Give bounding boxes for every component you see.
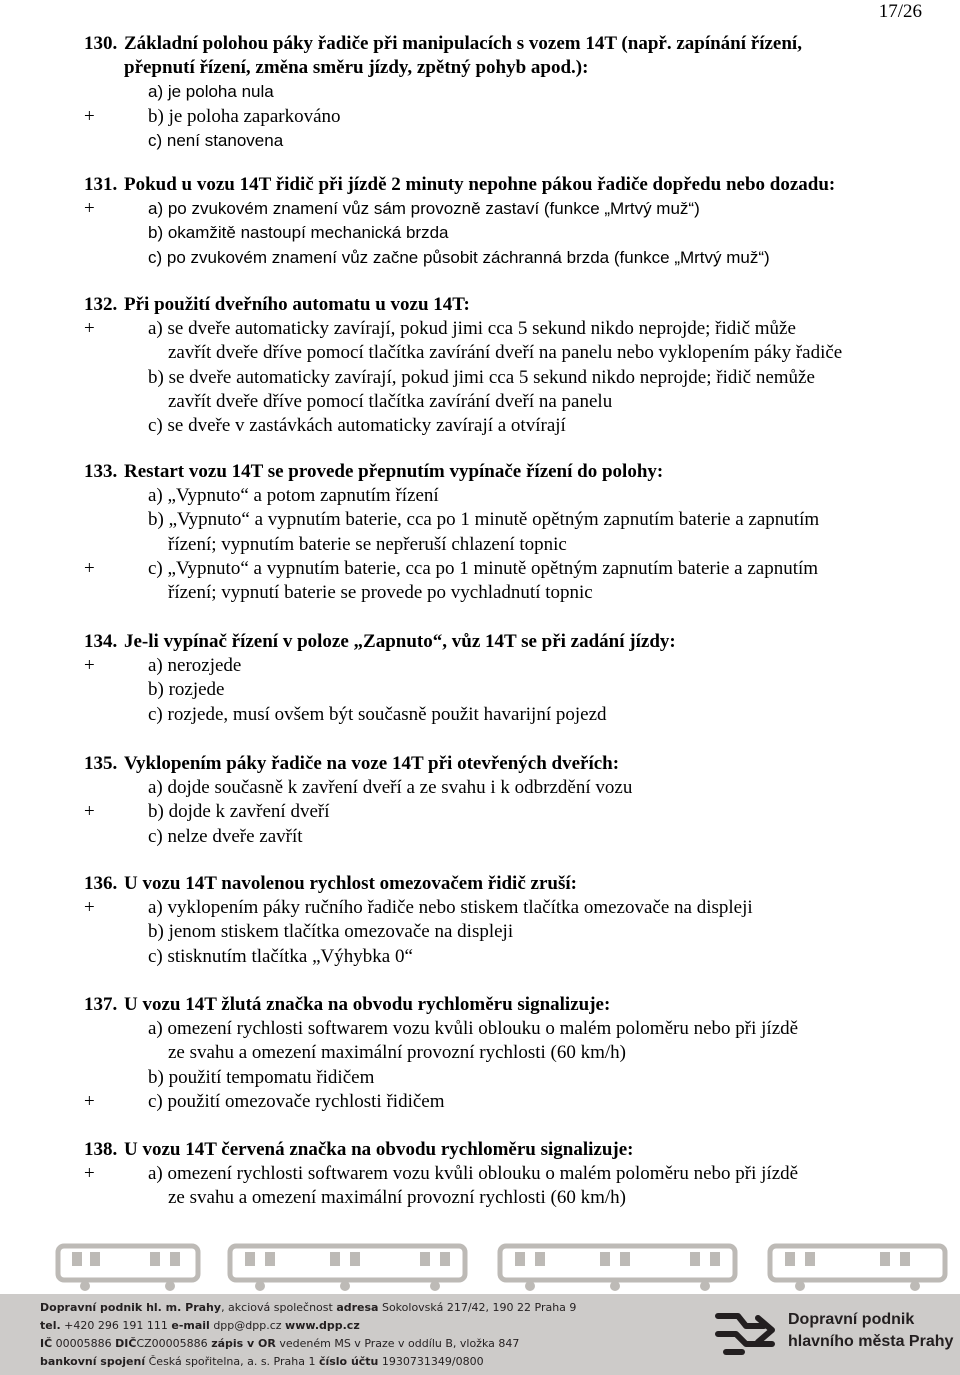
answer-option: c) nelze dveře zavřít [148, 825, 303, 847]
web-link[interactable]: www.dpp.cz [285, 1319, 360, 1332]
page-footer [0, 1232, 960, 1375]
correct-answer-marker: + [84, 1163, 95, 1185]
answer-option: c) není stanovena [148, 130, 284, 150]
question-title: Základní polohou páky řadiče při manipulacích s vozem 14T (např. zapínání řízení, [124, 33, 802, 54]
question-title: Je-li vypínač řízení v poloze „Zapnuto“, vůz 14T se při zadání jízdy: [124, 631, 676, 652]
correct-answer-marker: + [84, 105, 95, 127]
correct-answer-marker: + [84, 1090, 95, 1112]
answer-option: ze svahu a omezení maximální provozní rychlosti (60 km/h) [168, 1042, 626, 1064]
question-title: Restart vozu 14T se provede přepnutím vypínače řízení do polohy: [124, 461, 664, 482]
answer-option: b) okamžitě nastoupí mechanická brzda [148, 223, 449, 243]
company-label: Dopravní podnik hl. m. Prahy [40, 1301, 222, 1314]
correct-answer-marker: + [84, 198, 95, 220]
footer-line-contact [40, 1319, 360, 1332]
question-number: 135. [84, 753, 118, 774]
logo-line-2: hlavního města Prahy [788, 1333, 954, 1350]
question-title: Pokud u vozu 14T řidič při jízdě 2 minuty nepohne pákou řadiče dopředu nebo dozadu: [124, 174, 836, 195]
answer-option: c) použití omezovače rychlosti řidičem [148, 1090, 445, 1112]
answer-option: a) po zvukovém znamení vůz sám provozně zastaví (funkce „Mrtvý muž“) [148, 199, 700, 219]
answer-option: a) omezení rychlosti softwarem vozu kvůli oblouku o malém poloměru nebo při jízdě [148, 1163, 799, 1185]
answer-option: a) nerozjede [148, 655, 242, 677]
account-value: 1930731349/0800 [381, 1355, 484, 1368]
correct-answer-marker: + [84, 557, 95, 579]
answer-option: a) „Vypnuto“ a potom zapnutím řízení [148, 485, 439, 507]
answer-option: řízení; vypnutím baterie se nepřeruší chlazení topnic [168, 533, 567, 555]
answer-option: c) rozjede, musí ovšem být současně použit havarijní pojezd [148, 703, 607, 725]
answer-option: b) „Vypnuto“ a vypnutím baterie, cca po 1 minutě opětným zapnutím baterie a zapnutím [148, 509, 820, 531]
dic-value: CZ00005886 [136, 1337, 208, 1350]
ic-value: 00005886 [55, 1337, 112, 1350]
answer-option: a) je poloha nula [148, 82, 274, 102]
question-title: Vyklopením páky řadiče na voze 14T při otevřených dveřích: [124, 753, 620, 774]
correct-answer-marker: + [84, 897, 95, 919]
address-value: Sokolovská 217/42, 190 22 Praha 9 [381, 1301, 577, 1314]
answer-option: c) „Vypnuto“ a vypnutím baterie, cca po 1 minutě opětným zapnutím baterie a zapnutím [148, 557, 819, 579]
answer-option: c) se dveře v zastávkách automaticky zavírají a otvírají [148, 415, 566, 436]
register-value: vedeném MS v Praze v oddílu B, vložka 847 [279, 1337, 520, 1350]
bank-label: bankovní spojení [40, 1355, 146, 1368]
correct-answer-marker: + [84, 655, 95, 677]
question-title: přepnutí řízení, změna směru jízdy, zpětný pohyb apod.): [124, 57, 589, 79]
correct-answer-marker: + [84, 801, 95, 823]
answer-option: b) dojde k zavření dveří [148, 801, 330, 823]
answer-option: a) dojde současně k zavření dveří a ze svahu i k odbrzdění vozu [148, 777, 633, 799]
question-number: 136. [84, 873, 118, 894]
answer-option: a) se dveře automaticky zavírají, pokud jimi cca 5 sekund nikdo neprojde; řidič může [148, 318, 796, 340]
question-title: U vozu 14T červená značka na obvodu rychloměru signalizuje: [124, 1139, 634, 1160]
answer-option: c) po zvukovém znamení vůz začne působit záchranná brzda (funkce „Mrtvý muž“) [148, 247, 770, 267]
bank-value: Česká spořitelna, a. s. Praha 1 [148, 1355, 316, 1368]
answer-option: b) se dveře automaticky zavírají, pokud jimi cca 5 sekund nikdo neprojde; řidič nemůže [148, 366, 815, 388]
footer-line-bank [40, 1355, 484, 1368]
dic-label: DIČ [115, 1337, 137, 1350]
ic-label: IČ [40, 1337, 53, 1350]
register-label: zápis v OR [211, 1337, 276, 1350]
answer-option: zavřít dveře dříve pomocí tlačítka zavírání dveří na panelu [168, 390, 613, 412]
answer-option: ze svahu a omezení maximální provozní rychlosti (60 km/h) [168, 1187, 626, 1209]
tram-silhouettes [0, 1236, 960, 1294]
answer-option: b) rozjede [148, 679, 225, 701]
logo-line-1: Dopravní podnik [788, 1311, 915, 1328]
footer-band [0, 1294, 960, 1375]
question-number: 137. [84, 994, 118, 1015]
email-label: e-mail [171, 1319, 210, 1332]
answer-option: c) stisknutím tlačítka „Výhybka 0“ [148, 945, 413, 967]
footer-line-company [40, 1301, 576, 1314]
tel-value: +420 296 191 111 [64, 1319, 168, 1332]
answer-option: b) použití tempomatu řidičem [148, 1066, 375, 1088]
question-title: Při použití dveřního automatu u vozu 14T: [124, 294, 470, 315]
answer-option: a) omezení rychlosti softwarem vozu kvůli oblouku o malém poloměru nebo při jízdě [148, 1018, 799, 1040]
answer-option: b) je poloha zaparkováno [148, 105, 341, 127]
page-number: 17/26 [878, 1, 922, 22]
question-number: 134. [84, 631, 118, 652]
question-number: 132. [84, 294, 118, 315]
question-number: 138. [84, 1139, 118, 1160]
dpp-logo-icon [712, 1304, 778, 1364]
question-title: U vozu 14T žlutá značka na obvodu rychloměru signalizuje: [124, 994, 611, 1015]
answer-option: zavřít dveře dříve pomocí tlačítka zavírání dveří na panelu nebo vyklopením páky řadiče [168, 342, 843, 364]
company-rest: , akciová společnost [221, 1301, 333, 1314]
question-number: 130. [84, 33, 118, 54]
tel-label: tel. [40, 1319, 61, 1332]
question-number: 131. [84, 174, 118, 195]
account-label: číslo účtu [318, 1355, 379, 1368]
email-value: dpp@dpp.cz [213, 1319, 282, 1332]
question-title: U vozu 14T navolenou rychlost omezovačem řidič zruší: [124, 873, 577, 894]
answer-option: a) vyklopením páky ručního řadiče nebo stiskem tlačítka omezovače na displeji [148, 897, 753, 919]
footer-line-register [40, 1337, 519, 1350]
address-label: adresa [336, 1301, 379, 1314]
question-number: 133. [84, 461, 118, 482]
correct-answer-marker: + [84, 318, 95, 340]
answer-option: b) jenom stiskem tlačítka omezovače na displeji [148, 921, 514, 943]
answer-option: řízení; vypnutí baterie se provede po vychladnutí topnic [168, 582, 593, 603]
